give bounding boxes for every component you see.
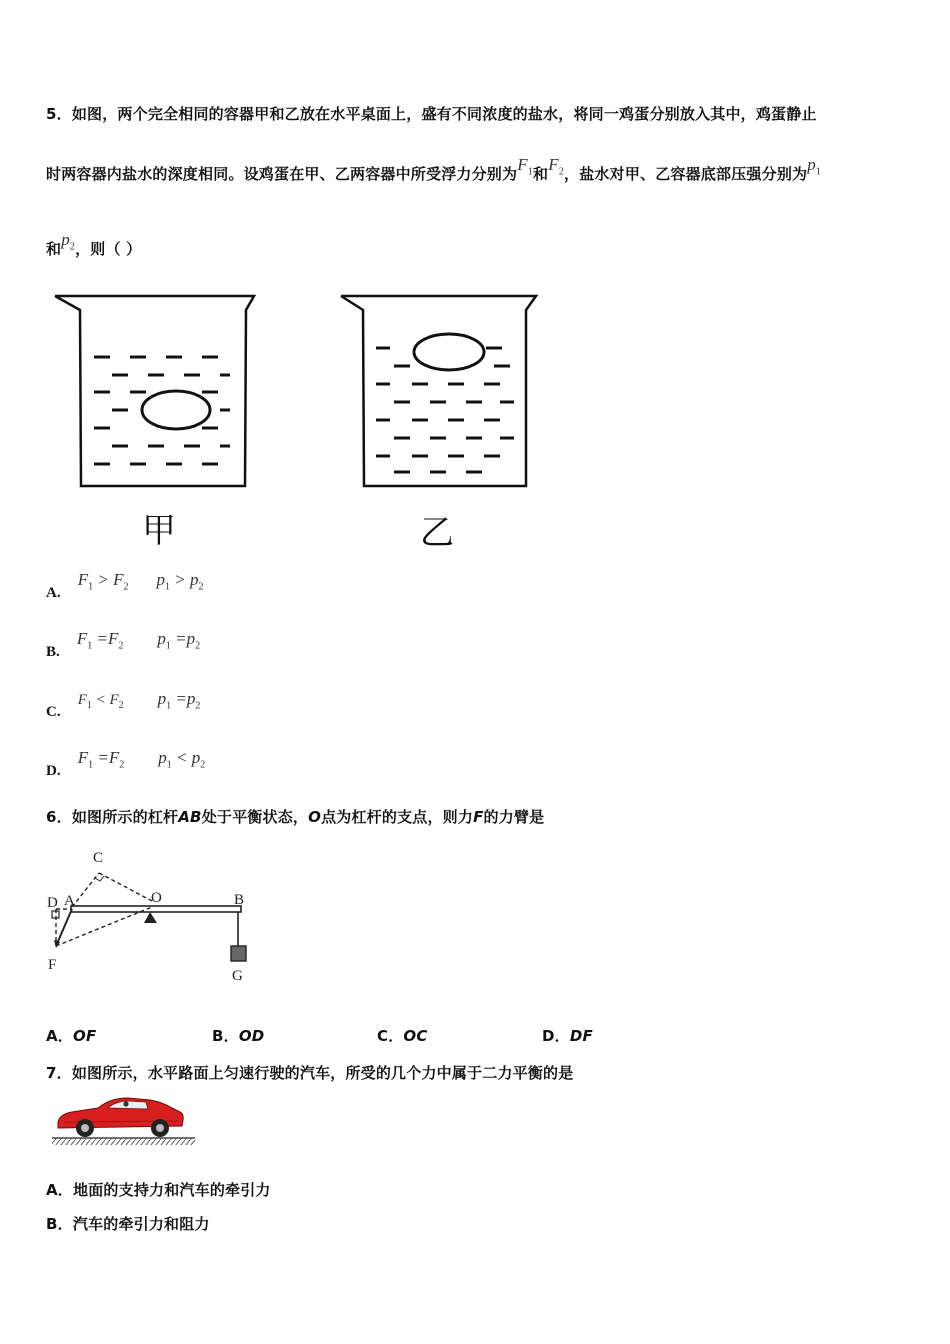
q6-option-b[interactable]: B．OD — [212, 1027, 265, 1045]
q5-option-c-formula: $F_1 < F_2$ $p_1 =p_2$ — [77, 689, 201, 712]
lever-label-g: G — [232, 968, 243, 984]
q7-option-a[interactable]: A．地面的支持力和汽车的牵引力 — [46, 1181, 271, 1199]
beaker-yi-figure — [336, 290, 546, 490]
q5-line-1: 5．如图，两个完全相同的容器甲和乙放在水平桌面上，盛有不同浓度的盐水，将同一鸡蛋分别放入其中，鸡蛋静止 — [46, 105, 817, 123]
q7-option-b[interactable]: B．汽车的牵引力和阻力 — [46, 1215, 210, 1233]
beaker-jia-figure — [50, 290, 260, 490]
beaker-jia-label: 甲 — [142, 511, 176, 551]
lever-label-c: C — [93, 850, 104, 866]
q5-option-b-formula: $F_1 =F_2$ $p_1 =p_2$ — [76, 629, 201, 652]
q5-option-d-formula: $F_1 =F_2$ $p_1 < p_2$ — [77, 748, 206, 771]
q5-symbol-p2: $p_2$ — [61, 230, 76, 253]
q5-line-3-text-b: ，则（ ） — [75, 240, 142, 258]
q5-option-a-letter: A. — [46, 585, 61, 601]
q5-option-a-formula: $F_1 > F_2$ $p_1 > p_2$ — [77, 570, 204, 593]
q5-option-a[interactable] — [46, 570, 204, 601]
q6-option-c[interactable]: C．OC — [377, 1027, 428, 1045]
q5-option-b[interactable] — [46, 629, 201, 660]
q5-line-2-text-b: 和 — [533, 165, 549, 183]
beaker-yi-label: 乙 — [420, 513, 454, 553]
q5-line-3-text-a: 和 — [46, 240, 62, 258]
q5-line-3 — [46, 230, 142, 261]
q5-symbol-F2: $F_2$ — [548, 155, 565, 178]
lever-figure — [44, 845, 254, 990]
lever-label-a: A — [64, 893, 75, 909]
q5-symbol-F1: $F_1$ — [517, 155, 534, 178]
lever-label-b: B — [234, 892, 245, 908]
q5-symbol-p1: $p_1$ — [807, 155, 822, 178]
lever-label-o: O — [151, 890, 162, 906]
q5-line-2 — [46, 155, 822, 186]
q6-option-a[interactable]: A．OF — [46, 1027, 97, 1045]
q5-line-2-text-a: 时两容器内盐水的深度相同。设鸡蛋在甲、乙两容器中所受浮力分别为 — [46, 165, 518, 183]
q5-option-b-letter: B. — [46, 644, 60, 660]
q7-stem: 7．如图所示，水平路面上匀速行驶的汽车，所受的几个力中属于二力平衡的是 — [46, 1064, 574, 1082]
q5-option-c[interactable] — [46, 689, 201, 720]
q6-option-d[interactable]: D．DF — [542, 1027, 593, 1045]
q5-line-2-text-c: ，盐水对甲、乙容器底部压强分别为 — [564, 165, 808, 183]
q5-option-c-letter: C. — [46, 704, 61, 720]
lever-label-f: F — [48, 957, 57, 973]
q5-option-d-letter: D. — [46, 763, 61, 779]
lever-label-d: D — [47, 895, 58, 911]
car-figure — [50, 1092, 200, 1152]
q6-stem: 6．如图所示的杠杆AB处于平衡状态，O点为杠杆的支点，则力F的力臂是 — [46, 808, 545, 826]
q5-option-d[interactable] — [46, 748, 206, 779]
